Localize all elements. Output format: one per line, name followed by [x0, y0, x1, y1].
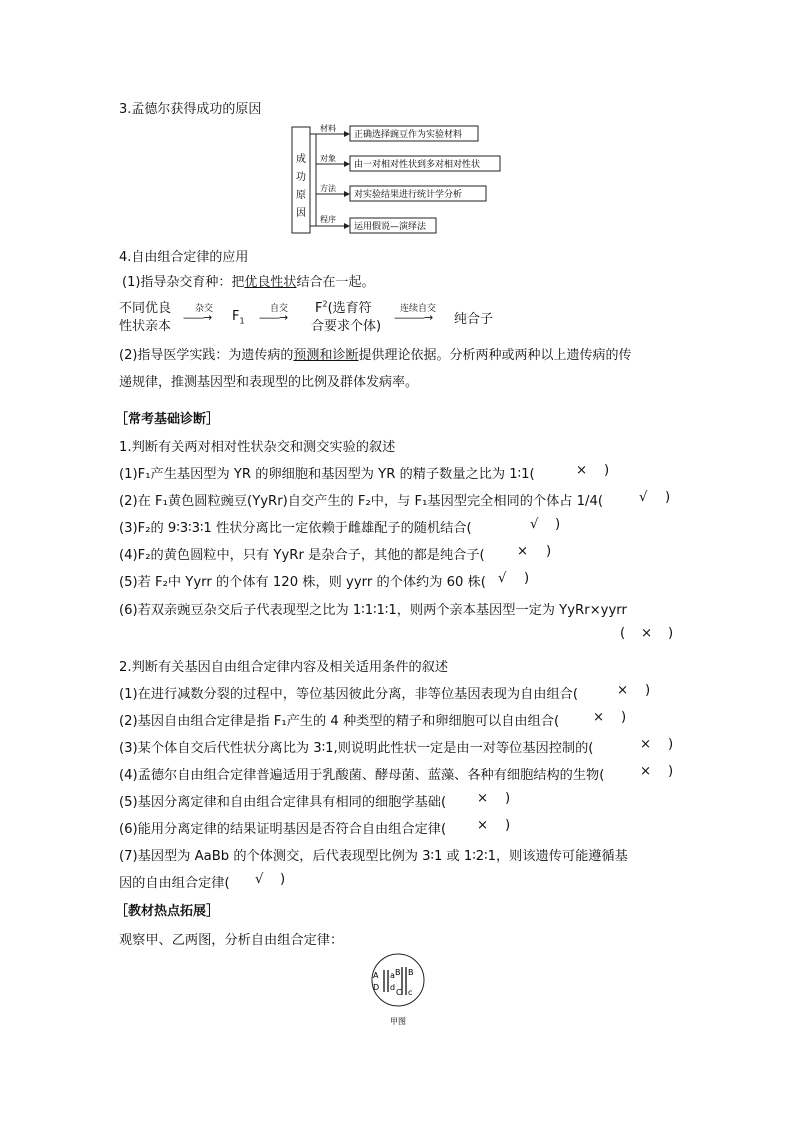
breeding-flow: 不同优良 性状亲本 杂交 ——→ $F_1$ 自交 ——→ $F^2$(选育符 合要求个体) 连续自交 ———→ 纯合子	[119, 299, 494, 334]
answer-mark: ×	[640, 737, 652, 752]
q2-item: (1)在进行减数分裂的过程中，等位基因彼此分离，非等位基因表现为自由组合(	[119, 687, 579, 702]
svg-text:对实验结果进行统计学分析: 对实验结果进行统计学分析	[354, 190, 463, 200]
answer-mark: √	[255, 872, 264, 887]
svg-text:A: A	[373, 971, 379, 980]
breeding-paragraph: (1)指导杂交育种：把优良性状结合在一起。	[122, 275, 375, 290]
svg-text:c: c	[408, 988, 413, 997]
svg-text:C: C	[396, 988, 402, 997]
answer-mark: √	[530, 517, 539, 532]
answer-mark: √	[498, 571, 507, 586]
q2-item: (7)基因型为 AaBb 的个体测交，后代表现型比例为 3∶1 或 1∶2∶1，则该遗传可能遵循基	[119, 849, 628, 864]
medicine-paragraph-line2: 递规律，推测基因型和表现型的比例及群体发病率。	[119, 375, 419, 390]
side-label-char: 因	[296, 208, 306, 219]
answer-mark: ×	[640, 764, 652, 779]
figure-caption: 甲图	[390, 1017, 406, 1026]
q2-item-line2: 因的自由组合定律(	[119, 876, 230, 891]
section3-heading: 3.孟德尔获得成功的原因	[119, 102, 262, 117]
q1-item: (5)若 F₂中 Yyrr 的个体有 120 株，则 yyrr 的个体约为 60 株(	[119, 575, 486, 590]
svg-text:d: d	[390, 983, 396, 992]
diagnosis-heading: ［常考基础诊断］	[115, 412, 220, 427]
svg-text:运用假说—演绎法: 运用假说—演绎法	[354, 222, 427, 232]
q1-item: (4)F₂的黄色圆粒中，只有 YyRr 是杂合子，其他的都是纯合子(	[119, 548, 485, 563]
answer-mark: ×	[576, 463, 588, 478]
q2-item: (3)某个体自交后代性状分离比为 3∶1,则说明此性状一定是由一对等位基因控制的(	[119, 741, 594, 756]
q1-item: (6)若双亲豌豆杂交后子代表现型之比为 1∶1∶1∶1，则两个亲本基因型一定为 YyRr×yyrr	[119, 603, 627, 618]
row-label-method: 方法	[320, 184, 336, 193]
q2-item: (6)能用分离定律的结果证明基因是否符合自由组合定律(	[119, 822, 447, 837]
cell-outline	[372, 954, 424, 1006]
svg-text:B: B	[408, 968, 414, 977]
answer-mark: ×	[517, 544, 529, 559]
q1-title: 1.判断有关两对相对性状杂交和测交实验的叙述	[119, 440, 396, 455]
svg-text:由一对相对性状到多对相对性状: 由一对相对性状到多对相对性状	[354, 160, 481, 170]
row-label-procedure: 程序	[320, 215, 336, 224]
q2-title: 2.判断有关基因自由组合定律内容及相关适用条件的叙述	[119, 660, 449, 675]
q2-item: (4)孟德尔自由组合定律普遍适用于乳酸菌、酵母菌、蓝藻、各种有细胞结构的生物(	[119, 768, 605, 783]
answer-mark: ×	[617, 683, 629, 698]
medicine-paragraph: (2)指导医学实践：为遗传病的预测和诊断提供理论依据。分析两种或两种以上遗传病的传	[119, 348, 632, 363]
q1-item: (3)F₂的 9∶3∶3∶1 性状分离比一定依赖于雌雄配子的随机结合(	[119, 521, 472, 536]
side-label-char: 原	[296, 190, 306, 201]
q1-item: (1)F₁产生基因型为 YR 的卵细胞和基因型为 YR 的精子数量之比为 1∶1(	[119, 467, 535, 482]
extension-heading: ［教材热点拓展］	[115, 904, 220, 919]
svg-text:D: D	[373, 983, 380, 992]
side-label-char: 成	[296, 154, 306, 165]
svg-text:正确选择豌豆作为实验材料: 正确选择豌豆作为实验材料	[354, 130, 463, 140]
success-reasons-diagram	[290, 122, 510, 242]
answer-mark: ×	[641, 626, 653, 641]
svg-text:a: a	[390, 971, 395, 980]
answer-mark: ×	[477, 818, 489, 833]
section4-heading: 4.自由组合定律的应用	[119, 250, 249, 265]
answer-mark: ×	[593, 710, 605, 725]
extension-intro: 观察甲、乙两图，分析自由组合定律：	[119, 933, 344, 948]
row-label-material: 材料	[320, 124, 336, 133]
cell-figure-jia	[368, 950, 428, 1028]
q1-item: (2)在 F₁黄色圆粒豌豆(YyRr)自交产生的 F₂中，与 F₁基因型完全相同的个体占 1/4(	[119, 494, 604, 509]
q2-item: (5)基因分离定律和自由组合定律具有相同的细胞学基础(	[119, 795, 447, 810]
answer-mark: ×	[477, 791, 489, 806]
svg-text:B: B	[395, 968, 401, 977]
side-label-char: 功	[296, 172, 306, 183]
row-label-object: 对象	[320, 154, 336, 163]
answer-mark: √	[639, 490, 648, 505]
q2-item: (2)基因自由组合定律是指 F₁产生的 4 种类型的精子和卵细胞可以自由组合(	[119, 714, 560, 729]
